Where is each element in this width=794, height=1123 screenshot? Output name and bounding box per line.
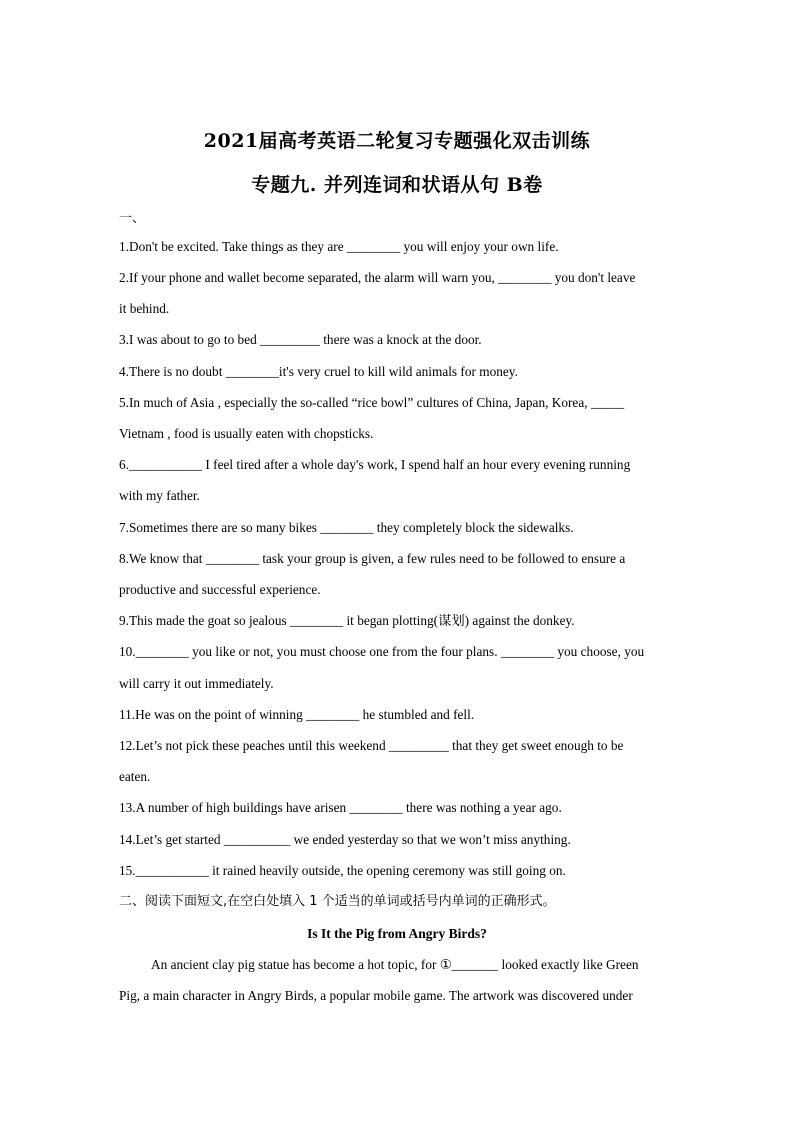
- passage-title: Is It the Pig from Angry Birds?: [307, 926, 487, 941]
- exercise-line: 2.If your phone and wallet become separated, the alarm will warn you, ________ you don't leave: [119, 270, 636, 285]
- exercise-line: Vietnam , food is usually eaten with chopsticks.: [119, 426, 374, 441]
- exercise-line: 15.___________ it rained heavily outside, the opening ceremony was still going on.: [119, 863, 566, 878]
- passage-line: An ancient clay pig statue has become a hot topic, for ①_______ looked exactly like Green: [151, 957, 639, 972]
- exercise-line: will carry it out immediately.: [119, 676, 274, 691]
- exercise-line: 11.He was on the point of winning ________ he stumbled and fell.: [119, 707, 475, 722]
- exercise-line: 10.________ you like or not, you must choose one from the four plans. ________ you choose, you: [119, 644, 645, 659]
- document-subtitle: 专题九. 并列连词和状语从句 B卷: [251, 174, 543, 196]
- passage-line: Pig, a main character in Angry Birds, a popular mobile game. The artwork was discovered under: [119, 988, 633, 1003]
- exercise-line: productive and successful experience.: [119, 582, 321, 597]
- section-two-instruction: 二、阅读下面短文,在空白处填入 1 个适当的单词或括号内单词的正确形式。: [119, 894, 556, 909]
- exercise-line: it behind.: [119, 301, 170, 316]
- exercise-line: 8.We know that ________ task your group is given, a few rules need to be followed to ensure a: [119, 551, 626, 566]
- exercise-line: 7.Sometimes there are so many bikes ________ they completely block the sidewalks.: [119, 520, 574, 535]
- exercise-line: 5.In much of Asia , especially the so-called “rice bowl” cultures of China, Japan, Korea, _____: [119, 395, 625, 410]
- exercise-line: eaten.: [119, 769, 151, 784]
- exercise-line: 4.There is no doubt ________it's very cruel to kill wild animals for money.: [119, 364, 518, 379]
- exercise-line: 1.Don't be excited. Take things as they are ________ you will enjoy your own life.: [119, 239, 559, 254]
- exercise-line: 6.___________ I feel tired after a whole day's work, I spend half an hour every evening running: [119, 457, 631, 472]
- exercise-line: 9.This made the goat so jealous ________ it began plotting(谋划) against the donkey.: [119, 613, 575, 628]
- exercise-line: 13.A number of high buildings have arisen ________ there was nothing a year ago.: [119, 800, 562, 815]
- exercise-line: with my father.: [119, 488, 200, 503]
- exercise-line: 12.Let’s not pick these peaches until this weekend _________ that they get sweet enough to be: [119, 738, 624, 753]
- exercise-line: 14.Let’s get started __________ we ended yesterday so that we won’t miss anything.: [119, 832, 571, 847]
- section-one-label: 一、: [119, 211, 146, 226]
- document-title: 2021届高考英语二轮复习专题强化双击训练: [203, 130, 591, 152]
- exercise-line: 3.I was about to go to bed _________ there was a knock at the door.: [119, 332, 482, 347]
